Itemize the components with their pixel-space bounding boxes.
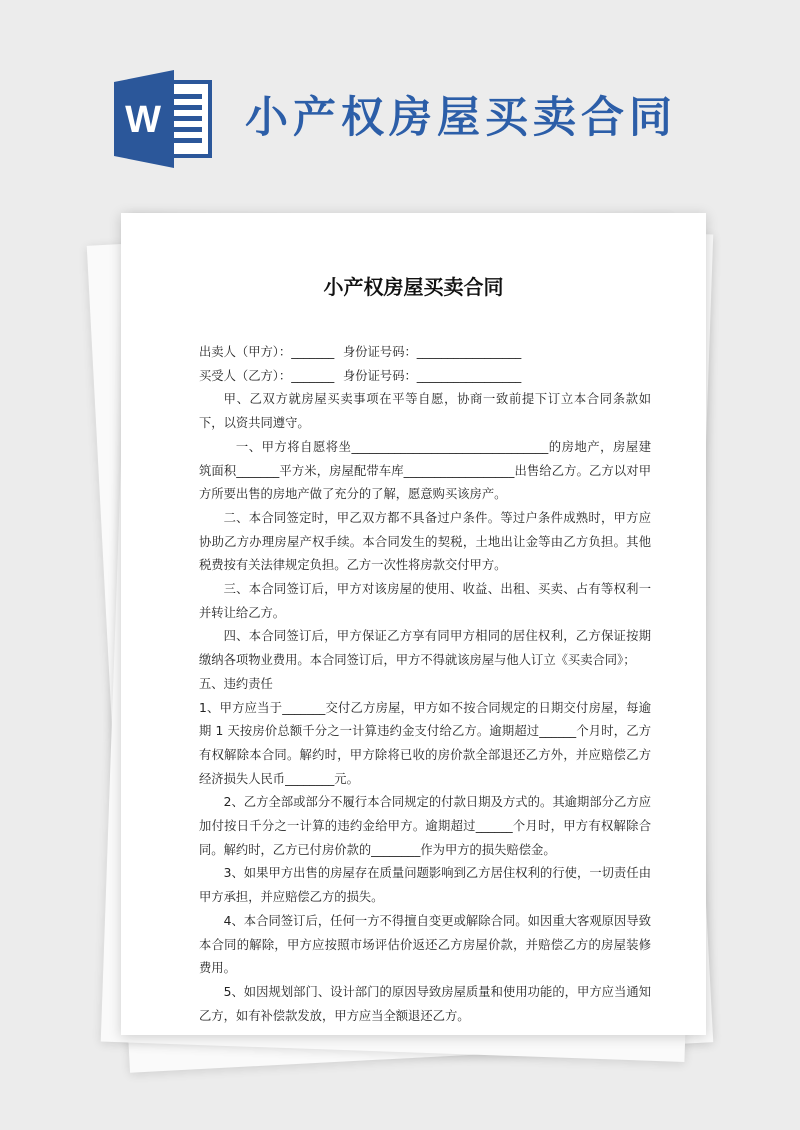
- seller-label: 出卖人（甲方）：_______: [199, 345, 335, 359]
- buyer-row: [199, 365, 651, 389]
- clause-1: 一、甲方将自愿将坐________________________________的房地产，房屋建筑面积_______平方米，房屋配带车库__________________出售给乙方。乙方以对甲方所要出售的房地产做了充分的了解，愿意购买该房产。: [199, 439, 651, 502]
- document-title: 小产权房屋买卖合同: [323, 275, 504, 299]
- preamble: 甲、乙双方就房屋买卖事项在平等自愿，协商一致前提下订立本合同条款如下，以资共同遵守。: [199, 392, 651, 431]
- seller-row: [199, 341, 651, 365]
- seller-id-field: 身份证号码：_________________: [343, 345, 522, 359]
- document-body: [199, 341, 651, 1028]
- buyer-label: 买受人（乙方）：_______: [199, 368, 335, 383]
- liability-item-4: 4、本合同签订后，任何一方不得擅自变更或解除合同。如因重大客观原因导致本合同的解除，甲方应按照市场评估价返还乙方房屋价款，并赔偿乙方的房屋装修费用。: [199, 913, 651, 976]
- clause-2: 二、本合同签定时，甲乙双方都不具备过户条件。等过户条件成熟时，甲方应协助乙方办理房屋产权手续。本合同发生的契税，土地出让金等由乙方负担。其他税费按有关法律规定负担。乙方一次性将房款交付甲方。: [199, 510, 651, 573]
- liability-item-1: 1、甲方应当于_______交付乙方房屋，甲方如不按合同规定的日期交付房屋，每逾期 1 天按房价总额千分之一计算违约金支付给乙方。逾期超过______个月时，乙方有权解除本合同。解约时，甲方除将已收的房价款全部退还乙方外，并应赔偿乙方经济损失人民币________元。: [199, 700, 651, 786]
- liability-heading: 五、违约责任: [199, 676, 273, 691]
- clause-3: 三、本合同签订后，甲方对该房屋的使用、收益、出租、买卖、占有等权利一并转让给乙方。: [199, 582, 651, 620]
- liability-item-2: 2、乙方全部或部分不履行本合同规定的付款日期及方式的。其逾期部分乙方应加付按日千分之一计算的违约金给甲方。逾期超过______个月时，甲方有权解除合同。解约时，乙方已付房价款的________作为甲方的损失赔偿金。: [199, 795, 651, 857]
- word-document-icon: [112, 68, 214, 170]
- liability-item-5: 5、如因规划部门、设计部门的原因导致房屋质量和使用功能的，甲方应当通知乙方，如有补偿款发放，甲方应当全额退还乙方。: [199, 984, 651, 1023]
- buyer-id-field: 身份证号码：_________________: [343, 368, 522, 383]
- clause-4: 四、本合同签订后，甲方保证乙方享有同甲方相同的居住权利，乙方保证按期缴纳各项物业费用。本合同签订后，甲方不得就该房屋与他人订立《买卖合同》；: [199, 629, 651, 668]
- banner-title: 小产权房屋买卖合同: [245, 93, 677, 143]
- liability-item-3: 3、如果甲方出售的房屋存在质量问题影响到乙方居住权利的行使，一切责任由甲方承担，并应赔偿乙方的损失。: [199, 866, 651, 905]
- document-page: [121, 213, 706, 1035]
- svg-text:W: W: [125, 99, 161, 141]
